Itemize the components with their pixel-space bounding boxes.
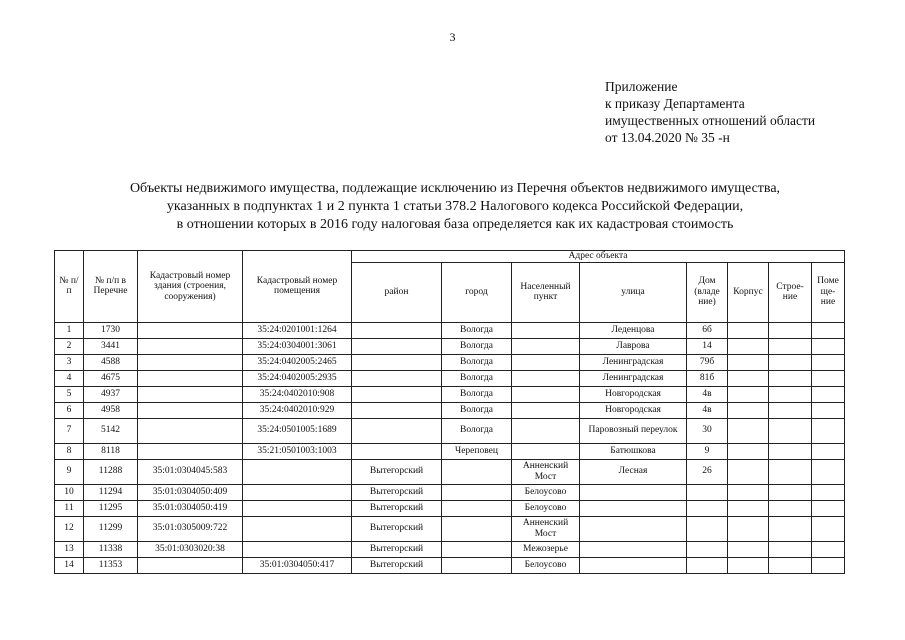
cell-city [442,484,512,500]
cell-settlement [512,354,580,370]
cell-cad-room: 35:24:0402005:2465 [243,354,352,370]
cell-city: Вологда [442,322,512,338]
cell-city: Вологда [442,402,512,418]
table-row [55,443,845,459]
cell-city [442,459,512,484]
table-row [55,354,845,370]
cell-num: 14 [55,557,84,573]
cell-stroenie [769,541,812,557]
cell-settlement: Белоусово [512,557,580,573]
cell-stroenie [769,386,812,402]
cell-house [687,484,728,500]
cell-stroenie [769,484,812,500]
cell-house: 26 [687,459,728,484]
objects-table [54,250,845,574]
cell-street: Паровозный переулок [580,418,687,443]
cell-settlement: Межозерье [512,541,580,557]
cell-cad-room [243,516,352,541]
table-row [55,516,845,541]
cell-city: Вологда [442,370,512,386]
cell-cad-room: 35:24:0402010:929 [243,402,352,418]
cell-num: 8 [55,443,84,459]
title-line: Объекты недвижимого имущества, подлежащие исключению из Перечня объектов недвижимого имущества, [129,181,781,196]
cell-street [580,541,687,557]
cell-street: Новгородская [580,386,687,402]
cell-list-num: 4958 [84,402,138,418]
cell-settlement [512,402,580,418]
cell-district: Вытегорский [352,500,442,516]
cell-pomeshchenie [812,484,845,500]
cell-street: Ленинградская [580,354,687,370]
table-row [55,386,845,402]
cell-cad-room [243,459,352,484]
cell-cad-building [138,354,243,370]
cell-cad-building [138,338,243,354]
table-row [55,402,845,418]
cell-city: Вологда [442,354,512,370]
cell-city: Вологда [442,418,512,443]
cell-settlement [512,418,580,443]
cell-pomeshchenie [812,459,845,484]
cell-cad-room [243,500,352,516]
cell-district [352,354,442,370]
cell-house [687,516,728,541]
cell-num: 4 [55,370,84,386]
cell-district: Вытегорский [352,459,442,484]
cell-house [687,557,728,573]
cell-settlement [512,370,580,386]
cell-list-num: 3441 [84,338,138,354]
cell-list-num: 1730 [84,322,138,338]
cell-street: Леденцова [580,322,687,338]
cell-house: 9 [687,443,728,459]
cell-cad-room: 35:01:0304050:417 [243,557,352,573]
cell-house [687,500,728,516]
cell-num: 3 [55,354,84,370]
cell-cad-room [243,541,352,557]
cell-stroenie [769,500,812,516]
header-district: район [352,262,442,322]
header-num: № п/п [55,251,84,323]
cell-pomeshchenie [812,541,845,557]
cell-cad-room: 35:24:0201001:1264 [243,322,352,338]
cell-cad-building: 35:01:0304045:583 [138,459,243,484]
cell-pomeshchenie [812,557,845,573]
cell-cad-building [138,443,243,459]
appendix-line: имущественных отношений области [605,113,816,128]
cell-stroenie [769,459,812,484]
cell-stroenie [769,338,812,354]
cell-city [442,541,512,557]
header-korpus: Корпус [728,262,769,322]
cell-num: 1 [55,322,84,338]
cell-stroenie [769,516,812,541]
cell-street: Новгородская [580,402,687,418]
cell-pomeshchenie [812,418,845,443]
header-house: Дом (владе ние) [687,262,728,322]
cell-district: Вытегорский [352,541,442,557]
cell-list-num: 4588 [84,354,138,370]
cell-house [687,541,728,557]
cell-pomeshchenie [812,402,845,418]
cell-district [352,443,442,459]
cell-korpus [728,500,769,516]
cell-street: Лаврова [580,338,687,354]
cell-settlement: Белоусово [512,484,580,500]
page-number: 3 [449,30,456,44]
cell-house: 4в [687,386,728,402]
cell-settlement: Анненский Мост [512,516,580,541]
cell-list-num: 11338 [84,541,138,557]
cell-settlement: Анненский Мост [512,459,580,484]
cell-cad-building: 35:01:0304050:409 [138,484,243,500]
cell-list-num: 11295 [84,500,138,516]
title-line: в отношении которых в 2016 году налоговая база определяется как их кадастровая стоимость [176,217,734,232]
cell-list-num: 11294 [84,484,138,500]
cell-street [580,557,687,573]
cell-house: 30 [687,418,728,443]
cell-cad-room [243,484,352,500]
cell-street: Ленинградская [580,370,687,386]
cell-cad-building: 35:01:0305009:722 [138,516,243,541]
cell-stroenie [769,418,812,443]
cell-cad-building [138,370,243,386]
header-pomeshchenie: Поме ще- ние [812,262,845,322]
header-city: город [442,262,512,322]
cell-num: 2 [55,338,84,354]
cell-cad-building [138,557,243,573]
cell-korpus [728,516,769,541]
cell-pomeshchenie [812,443,845,459]
cell-cad-room: 35:24:0304001:3061 [243,338,352,354]
header-settlement: Населенный пункт [512,262,580,322]
table-row [55,322,845,338]
cell-street: Батюшкова [580,443,687,459]
cell-korpus [728,370,769,386]
header-cad-building: Кадастровый номер здания (строения, сооружения) [138,251,243,323]
header-address-group: Адрес объекта [352,251,845,263]
cell-num: 6 [55,402,84,418]
cell-stroenie [769,402,812,418]
cell-num: 10 [55,484,84,500]
cell-stroenie [769,443,812,459]
cell-city: Вологда [442,386,512,402]
table-row [55,541,845,557]
cell-stroenie [769,557,812,573]
cell-korpus [728,459,769,484]
cell-list-num: 11288 [84,459,138,484]
cell-korpus [728,557,769,573]
cell-district: Вытегорский [352,484,442,500]
appendix-line: от 13.04.2020 № 35 -н [605,130,730,145]
table-row [55,484,845,500]
table-row [55,338,845,354]
header-list-num: № п/п в Перечне [84,251,138,323]
cell-cad-building [138,402,243,418]
appendix-line: к приказу Департамента [605,96,745,111]
cell-settlement [512,338,580,354]
cell-num: 13 [55,541,84,557]
cell-cad-building: 35:01:0304050:419 [138,500,243,516]
cell-stroenie [769,322,812,338]
cell-cad-building: 35:01:0303020:38 [138,541,243,557]
cell-street: Лесная [580,459,687,484]
cell-pomeshchenie [812,322,845,338]
cell-korpus [728,338,769,354]
title-line: указанных в подпунктах 1 и 2 пункта 1 статьи 378.2 Налогового кодекса Российской Федерации, [166,199,744,214]
cell-settlement: Белоусово [512,500,580,516]
cell-num: 7 [55,418,84,443]
cell-district [352,338,442,354]
cell-settlement [512,386,580,402]
cell-district [352,386,442,402]
cell-list-num: 5142 [84,418,138,443]
cell-list-num: 8118 [84,443,138,459]
cell-street [580,516,687,541]
cell-settlement [512,443,580,459]
cell-num: 11 [55,500,84,516]
cell-city [442,516,512,541]
cell-pomeshchenie [812,338,845,354]
cell-num: 12 [55,516,84,541]
cell-district: Вытегорский [352,557,442,573]
table-row [55,370,845,386]
cell-cad-room: 35:24:0501005:1689 [243,418,352,443]
cell-district [352,322,442,338]
cell-house: 6б [687,322,728,338]
document-title [60,180,850,234]
cell-street [580,500,687,516]
cell-street [580,484,687,500]
cell-korpus [728,541,769,557]
appendix-line: Приложение [605,79,678,94]
cell-pomeshchenie [812,500,845,516]
cell-cad-room: 35:24:0402005:2935 [243,370,352,386]
cell-korpus [728,443,769,459]
cell-pomeshchenie [812,516,845,541]
cell-pomeshchenie [812,386,845,402]
cell-district: Вытегорский [352,516,442,541]
header-stroenie: Строе- ние [769,262,812,322]
cell-korpus [728,322,769,338]
cell-cad-building [138,386,243,402]
cell-korpus [728,484,769,500]
cell-korpus [728,418,769,443]
cell-city [442,557,512,573]
cell-korpus [728,386,769,402]
cell-num: 5 [55,386,84,402]
cell-list-num: 4675 [84,370,138,386]
table-body [55,322,845,573]
cell-city: Череповец [442,443,512,459]
cell-house: 81б [687,370,728,386]
cell-korpus [728,354,769,370]
cell-num: 9 [55,459,84,484]
table-row [55,500,845,516]
cell-district [352,370,442,386]
table-row [55,459,845,484]
cell-list-num: 4937 [84,386,138,402]
cell-cad-building [138,322,243,338]
cell-stroenie [769,354,812,370]
cell-korpus [728,402,769,418]
cell-stroenie [769,370,812,386]
cell-pomeshchenie [812,370,845,386]
cell-cad-building [138,418,243,443]
cell-cad-room: 35:21:0501003:1003 [243,443,352,459]
appendix-block [605,78,815,146]
cell-settlement [512,322,580,338]
cell-list-num: 11353 [84,557,138,573]
cell-city [442,500,512,516]
cell-list-num: 11299 [84,516,138,541]
cell-house: 14 [687,338,728,354]
cell-house: 79б [687,354,728,370]
header-street: улица [580,262,687,322]
cell-pomeshchenie [812,354,845,370]
cell-cad-room: 35:24:0402010:908 [243,386,352,402]
cell-city: Вологда [442,338,512,354]
table-row [55,418,845,443]
cell-house: 4в [687,402,728,418]
cell-district [352,418,442,443]
cell-district [352,402,442,418]
header-cad-room: Кадастровый номер помещения [243,251,352,323]
table-row [55,557,845,573]
